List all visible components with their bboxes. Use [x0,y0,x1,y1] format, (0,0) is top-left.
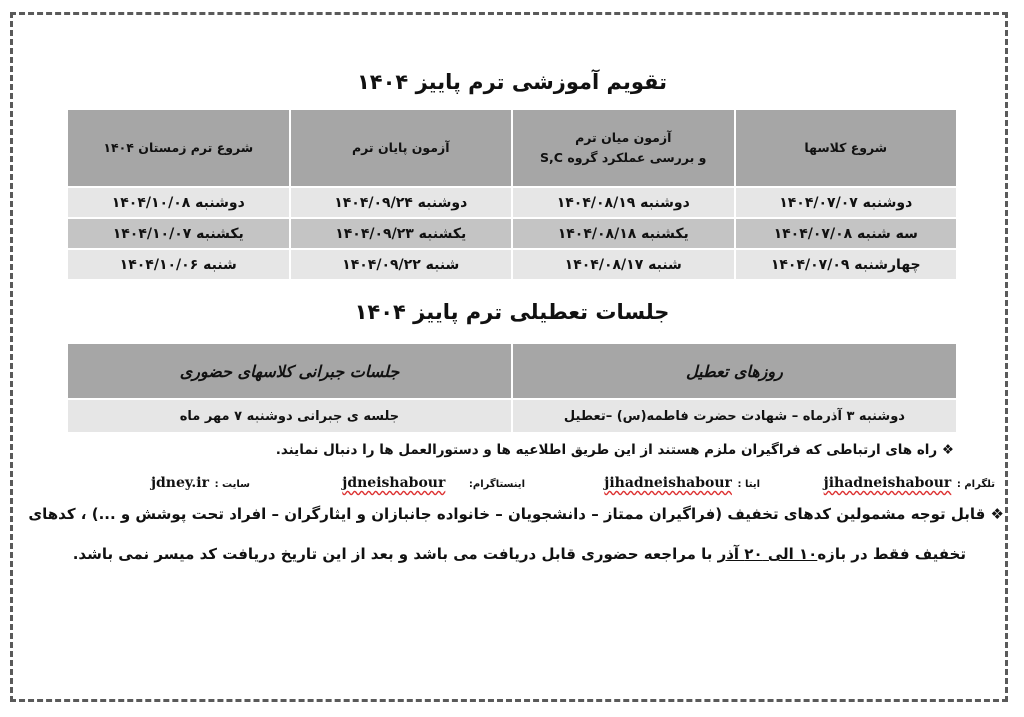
header-makeup-sessions: جلسات جبرانی کلاسهای حضوری [67,343,512,399]
table-cell: شنبه ۱۴۰۴/۰۸/۱۷ [512,249,735,280]
telegram-contact [824,472,995,491]
contact-note: ❖ راه های ارتباطی که فراگیران ملزم هستند از این طریق اطلاعیه ها و دستورالعمل ها را دنبال نمایند. [275,442,954,458]
header-holidays: روزهای تعطیل [512,343,957,399]
header-midterm-line1: آزمون میان ترم [575,130,672,145]
table-row [67,249,957,280]
table-cell: سه شنبه ۱۴۰۴/۰۷/۰۸ [735,218,958,249]
instagram-contact [342,472,525,491]
calendar-table [66,108,958,281]
site-label: سایت : [214,479,250,490]
table-cell: یکشنبه ۱۴۰۴/۰۹/۲۳ [290,218,513,249]
table-cell: دوشنبه ۱۴۰۴/۱۰/۰۸ [67,187,290,218]
holidays-header-row [67,343,957,399]
header-final-exam: آزمون پایان ترم [290,109,513,187]
header-winter-start: شروع ترم زمستان ۱۴۰۴ [67,109,290,187]
telegram-label: تلگرام : [956,479,995,490]
table-row [67,399,957,433]
eita-label: ایتا : [737,479,760,490]
holidays-title: جلسات تعطیلی ترم پاییز ۱۴۰۴ [354,300,670,324]
header-midterm-line2: و بررسی عملکرد گروه S,C [540,150,707,165]
header-midterm [512,109,735,187]
calendar-header-row [67,109,957,187]
discount-line-2-end: با مراجعه حضوری قابل دریافت می باشد و بعد از این تاریخ دریافت کد میسر نمی باشد. [72,545,718,563]
table-cell: دوشنبه ۱۴۰۴/۰۹/۲۴ [290,187,513,218]
table-cell: دوشنبه ۳ آذرماه – شهادت حضرت فاطمه(س) –تعطیل [512,399,957,433]
site-contact [151,472,250,491]
table-cell: یکشنبه ۱۴۰۴/۱۰/۰۷ [67,218,290,249]
table-row [67,187,957,218]
table-cell: دوشنبه ۱۴۰۴/۰۷/۰۷ [735,187,958,218]
discount-date-range: ۱۰ الی ۲۰ آذر [717,545,818,563]
table-cell: دوشنبه ۱۴۰۴/۰۸/۱۹ [512,187,735,218]
telegram-handle[interactable]: jihadneishabour [823,475,952,491]
site-link[interactable]: jdney.ir [150,475,209,491]
eita-handle[interactable]: jihadneishabour [604,475,732,491]
discount-line-2 [73,545,966,563]
discount-line-2-start: تخفیف فقط در بازه [817,545,966,563]
table-cell: شنبه ۱۴۰۴/۰۹/۲۲ [290,249,513,280]
calendar-title: تقویم آموزشی ترم پاییز ۱۴۰۴ [356,70,668,94]
table-cell: چهارشنبه ۱۴۰۴/۰۷/۰۹ [735,249,958,280]
table-row [67,218,957,249]
holidays-table [66,342,958,434]
header-class-start: شروع کلاسها [735,109,958,187]
instagram-label: اینستاگرام: [468,479,525,490]
table-cell: شنبه ۱۴۰۴/۱۰/۰۶ [67,249,290,280]
instagram-handle[interactable]: jdneishabour [342,475,446,491]
contacts-row [100,472,995,494]
table-cell: یکشنبه ۱۴۰۴/۰۸/۱۸ [512,218,735,249]
table-cell: جلسه ی جبرانی دوشنبه ۷ مهر ماه [67,399,512,433]
discount-line-1: ❖ قابل توجه مشمولین کدهای تخفیف (فراگیران ممتاز – دانشجویان – خانواده جانبازان و ایثارگران – افراد تحت پوشش و ...) ، کدهای [28,505,1004,523]
eita-contact [604,472,760,491]
